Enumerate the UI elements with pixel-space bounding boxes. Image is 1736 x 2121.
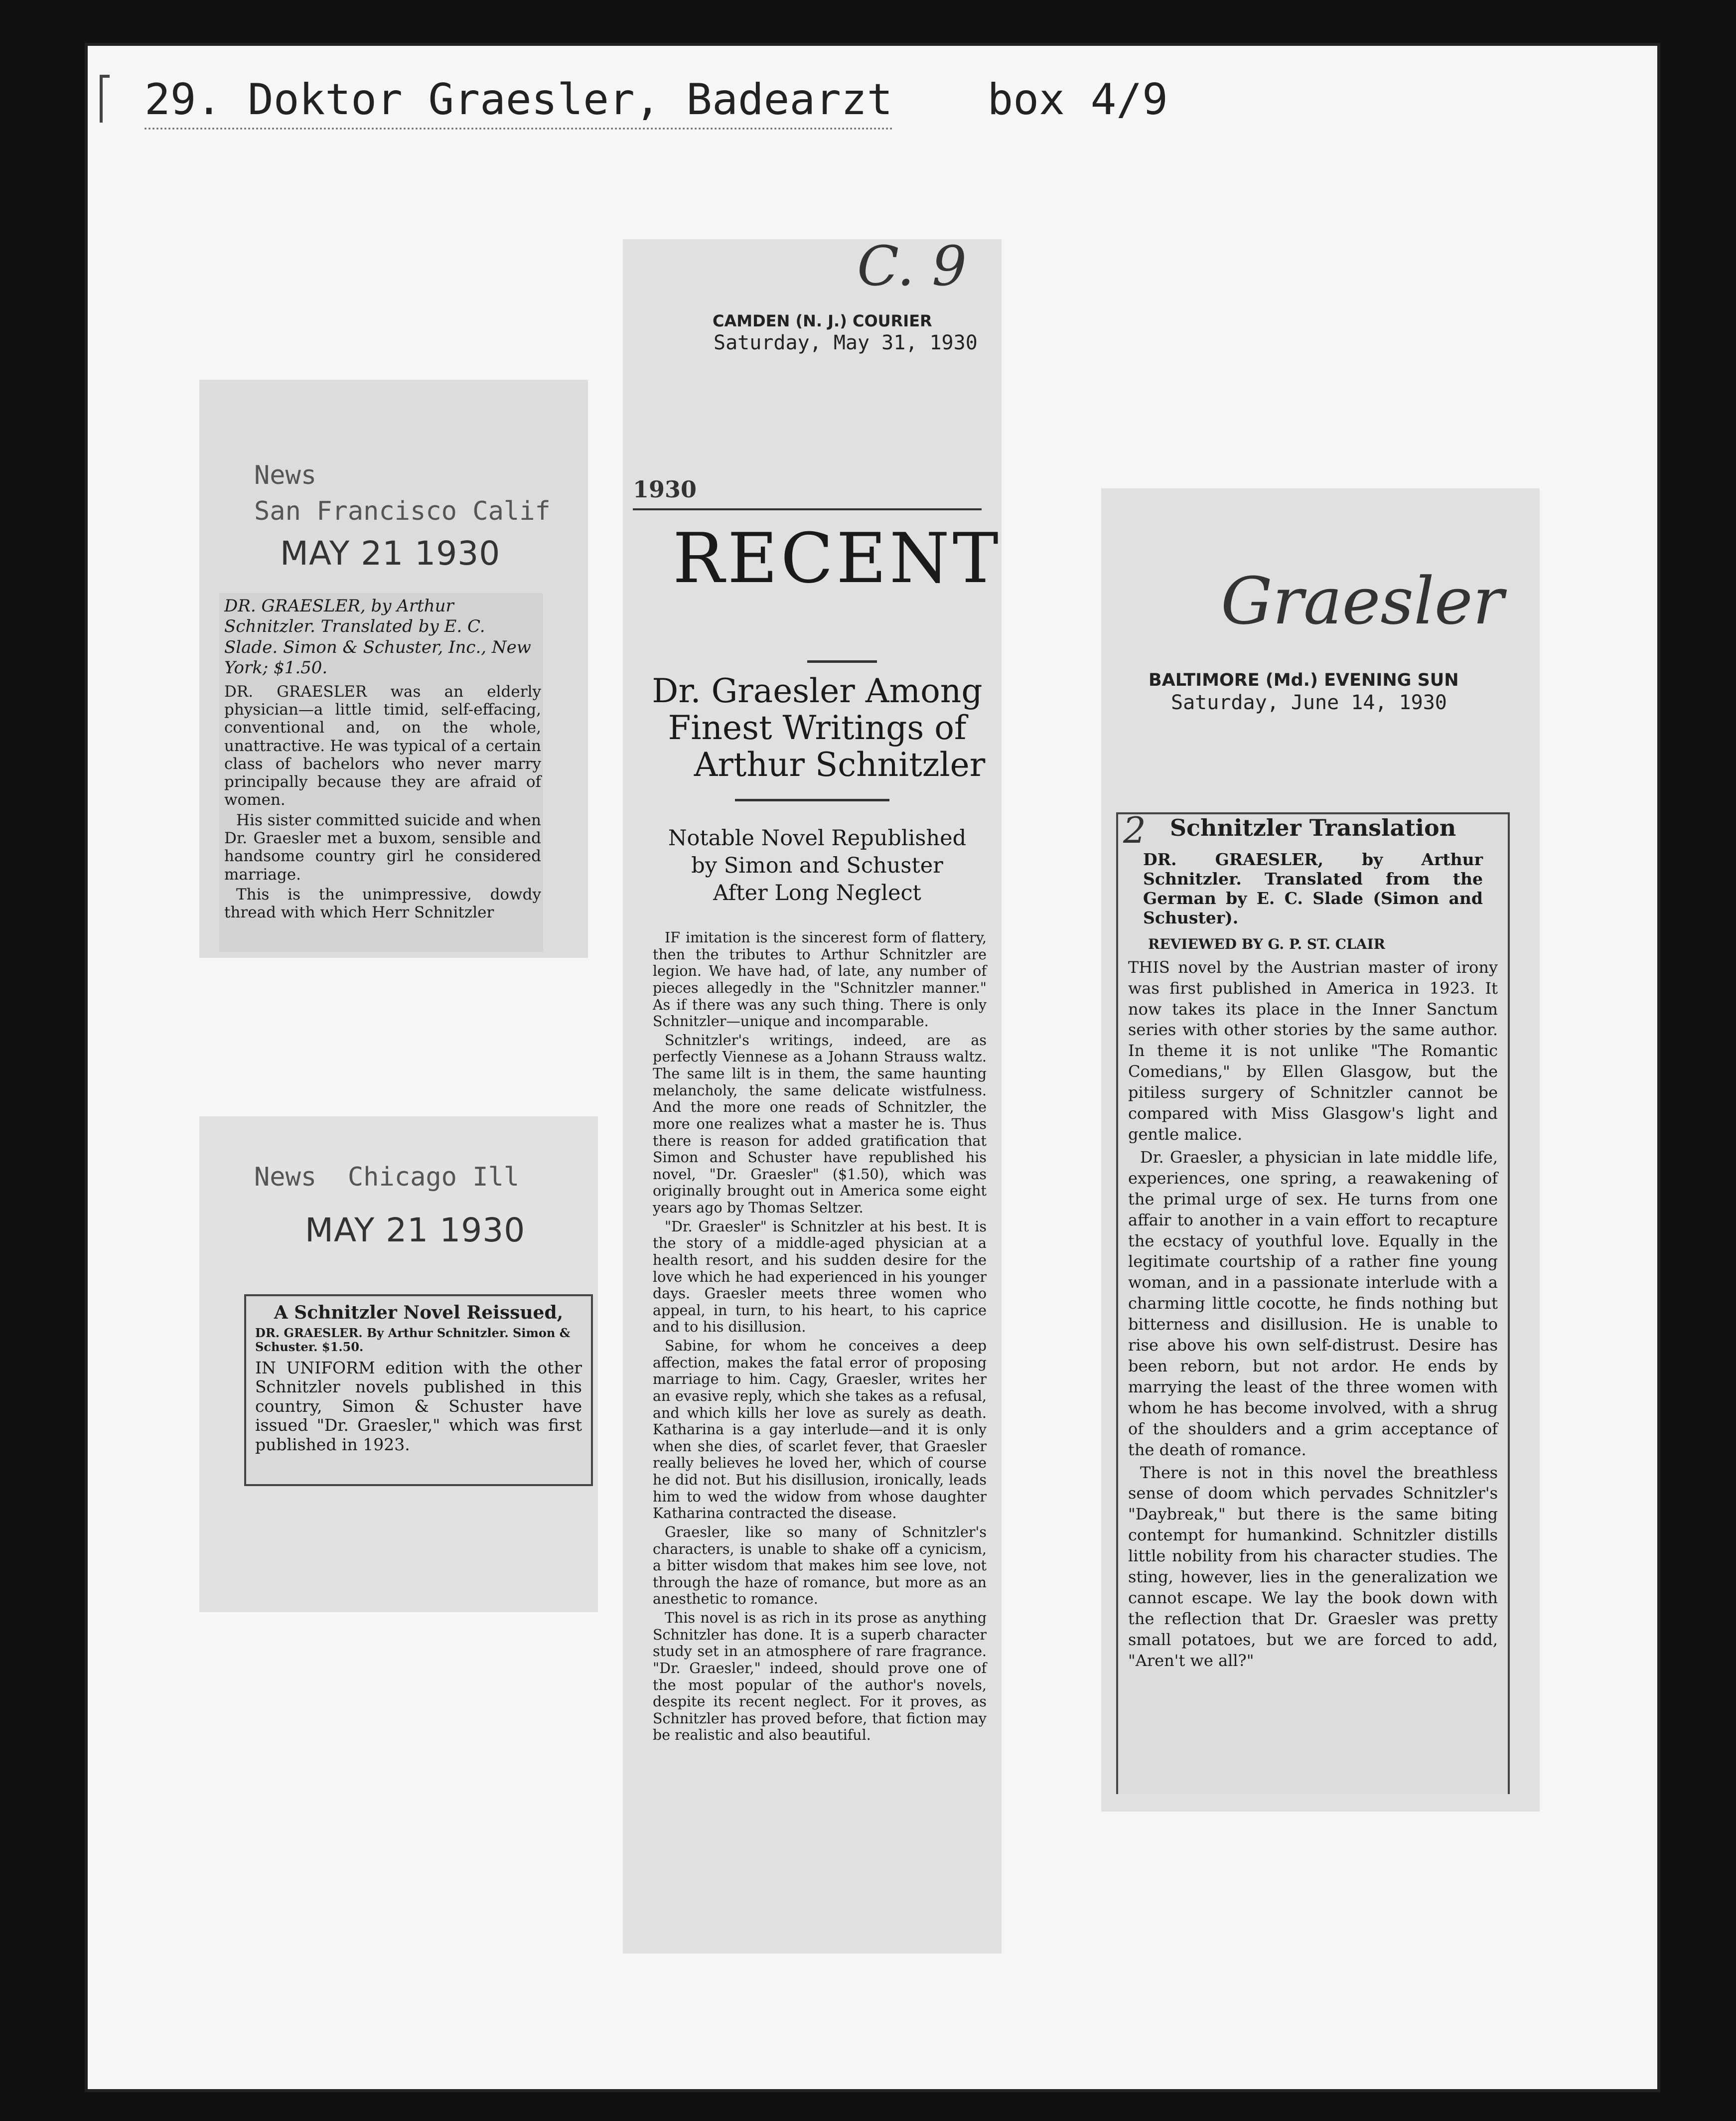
handwritten-note: C. 9 [857, 234, 967, 298]
article-box [1116, 809, 1510, 1794]
clipping-san-francisco [199, 380, 588, 958]
book-citation: DR. GRAESLER, by Arthur Schnitzler. Translated by E. C. Slade. Simon & Schuster, Inc., New York; $1.50. [224, 596, 531, 678]
paragraph: Dr. Graesler, a physician in late middle life, experiences, one spring, a reawakening of the primal urge of sex. He turns from one affair to another in a vain effort to recapture the ecstacy of youthful love. Equally in the legitimate courtship of a rather fine young woman, and in a passionate interlude with a charming little cocotte, he finds nothing but bitterness and disillusion. He is unable to rise above his own self-distrust. Desire has been reborn, but not ardor. He ends by marrying the least of the three women with whom he has become involved, with a shrug of the shoulders and a grim acceptance of the death of romance. [1128, 1147, 1498, 1459]
subheadline-line1: Notable Novel Republished [668, 826, 967, 851]
headline-rule [807, 660, 877, 663]
paragraph: DR. GRAESLER was an elderly physician—a little timid, self-effacing, conventional and, on the whole, unattractive. He was typical of a certain class of bachelors who never marry principally because they are afraid of women. [224, 682, 541, 809]
paragraph: IF imitation is the sincerest form of flattery, then the tributes to Arthur Schnitzler are legion. We have had, of late, any number of pieces allegedly in the "Schnitzler manner." As if there was any such thing. There is only Schnitzler—unique and incomparable. [653, 929, 987, 1030]
subheadline-line3: After Long Neglect [713, 881, 921, 906]
handwritten-note: Graesler [1221, 563, 1504, 639]
page-header [145, 75, 1168, 130]
section-masthead: RECENT [673, 518, 1002, 599]
headline-rule [735, 799, 889, 801]
headline-line3: Arthur Schnitzler [694, 745, 986, 784]
publication-date: Saturday, June 14, 1930 [1171, 691, 1447, 714]
article-headline [643, 673, 992, 783]
paragraph: Sabine, for whom he conceives a deep affection, makes the fatal error of proposing marriage to him. Cagy, Graesler, writes her an evasive reply, which she takes as a refusal, and which kills her love as surely as death. Katharina is a gay interlude—and it is only when she dies, of scarlet fever, that Graesler really believes he loved her, which of course he did not. But his disillusion, ironically, leads him to wed the widow from whose daughter Katharina contracted the disease. [653, 1338, 987, 1522]
article-headline: A Schnitzler Novel Reissued, [274, 1302, 564, 1323]
source-stamp-line2: San Francisco Calif [254, 496, 551, 526]
corner-bracket [100, 75, 110, 123]
date-stamp: MAY 21 1930 [280, 534, 501, 573]
subheadline-line2: by Simon and Schuster [691, 853, 943, 879]
headline-line1: Dr. Graesler Among [652, 672, 983, 710]
headline-line2: Finest Writings of [668, 708, 967, 747]
newspaper-name: BALTIMORE (Md.) EVENING SUN [1149, 670, 1459, 690]
article-box [244, 1294, 593, 1486]
article-headline: Schnitzler Translation [1169, 814, 1456, 841]
article-subheadline [638, 825, 997, 907]
paragraph: "Dr. Graesler" is Schnitzler at his best. It is the story of a middle-aged physician at a health resort, and his sudden desire for the love which he had experienced in his younger days. Graesler meets three women who appeal, in turn, to his heart, to his caprice and to his disillusion. [653, 1218, 987, 1336]
book-citation: DR. GRAESLER, by Arthur Schnitzler. Translated from the German by E. C. Slade (Simon and Schuster). [1143, 850, 1483, 927]
paragraph: His sister committed suicide and when Dr. Graesler met a buxom, sensible and handsome country girl he considered marriage. [224, 811, 541, 884]
reviewer-byline: REVIEWED BY G. P. ST. CLAIR [1148, 935, 1385, 952]
publication-date: Saturday, May 31, 1930 [714, 331, 978, 354]
source-stamp-line1: News [254, 460, 317, 490]
date-stamp: MAY 21 1930 [305, 1211, 526, 1249]
page-title: 29. Doktor Graesler, Badearzt [145, 75, 893, 130]
paragraph: Schnitzler's writings, indeed, are as perfectly Viennese as a Johann Strauss waltz. The same lilt is in them, the same haunting melancholy, the same delicate wistfulness. And the more one reads of Schnitzler, the more one realizes what a master he is. Thus there is reason for added gratification that Simon and Schuster have republished his novel, "Dr. Graesler" ($1.50), which was originally brought out in America some eight years ago by Thomas Seltzer. [653, 1032, 987, 1216]
clipping-camden [623, 234, 1002, 1954]
handwritten-mark: 2 [1123, 809, 1146, 851]
clipping-chicago [199, 1116, 598, 1612]
article-body: IN UNIFORM edition with the other Schnitzler novels published in this country, Simon & Schuster have issued "Dr. Graesler," which was first published in 1923. [255, 1358, 582, 1455]
source-stamp: News Chicago Ill [254, 1162, 520, 1192]
year-mark: 1930 [633, 476, 697, 503]
paragraph: This is the unimpressive, dowdy thread with which Herr Schnitzler [224, 885, 541, 922]
masthead-rule [633, 508, 982, 510]
box-label: box 4/9 [987, 75, 1168, 125]
paragraph: This novel is as rich in its prose as anything Schnitzler has done. It is a superb character study set in an atmosphere of rare fragrance. "Dr. Graesler," indeed, should prove one of the most popular of the author's novels, despite its recent neglect. For it proves, as Schnitzler has proved before, that fiction may be realistic and also beautiful. [653, 1610, 987, 1744]
paragraph: THIS novel by the Austrian master of irony was first published in America in 1923. It now takes its place in the Inner Sanctum series with other stories by the same author. In theme it is not unlike "The Romantic Comedians," by Ellen Glasgow, but the pitiless surgery of Schnitzler cannot be compared with Miss Glasgow's light and gentle malice. [1128, 957, 1498, 1144]
paragraph: There is not in this novel the breathless sense of doom which pervades Schnitzler's "Daybreak," but there is the same biting contempt for humankind. Schnitzler distills little nobility from his character studies. The sting, however, lies in the generalization we cannot escape. We lay the book down with the reflection that Dr. Graesler was pretty small potatoes, but we are forced to add, "Aren't we all?" [1128, 1463, 1498, 1670]
article-body [653, 929, 987, 1746]
newspaper-name: CAMDEN (N. J.) COURIER [713, 311, 932, 330]
paragraph: Graesler, like so many of Schnitzler's characters, is unable to shake off a cynicism, a bitter wisdom that makes him see love, not through the haze of romance, but more as an anesthetic to romance. [653, 1523, 987, 1608]
article-box [219, 593, 543, 952]
clipping-baltimore [1101, 488, 1540, 1812]
book-citation: DR. GRAESLER. By Arthur Schnitzler. Simon & Schuster. $1.50. [255, 1326, 571, 1355]
